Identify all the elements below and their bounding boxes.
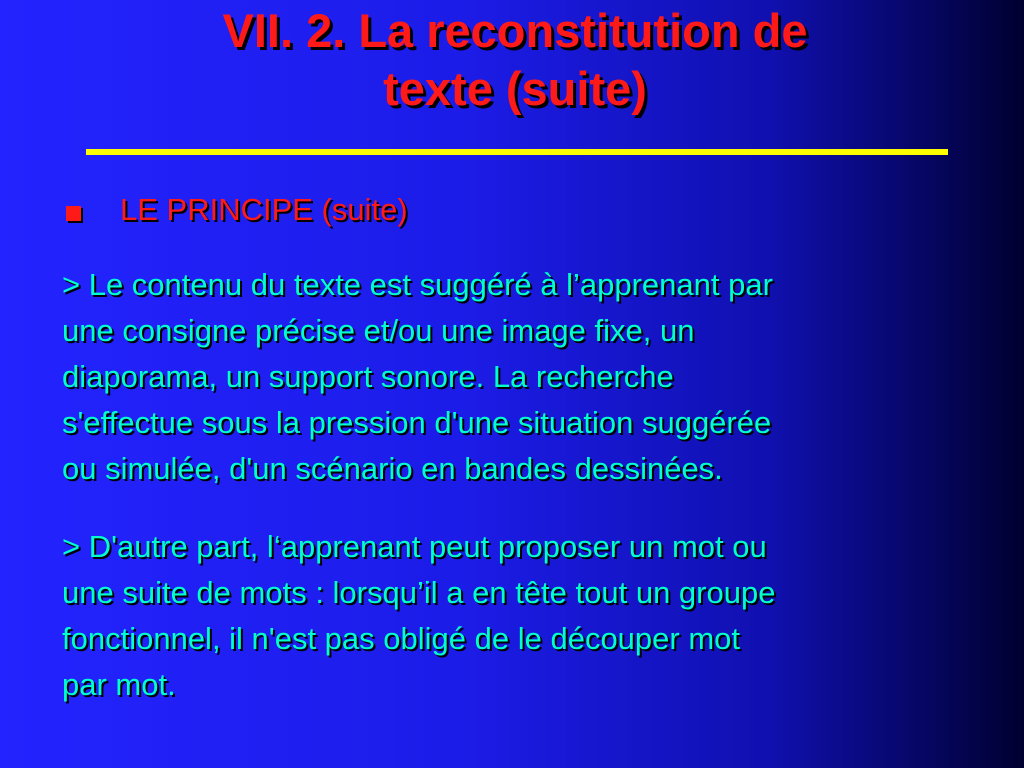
paragraph-2	[62, 524, 1007, 708]
paragraph-line: une suite de mots : lorsqu’il a en tête tout un groupe	[62, 575, 776, 610]
slide-title-line-2: texte (suite)	[383, 62, 647, 115]
title-divider	[86, 149, 948, 155]
bullet-heading	[66, 190, 408, 230]
paragraph-line: s'effectue sous la pression d'une situation suggérée	[62, 405, 772, 440]
paragraph-line: une consigne précise et/ou une image fixe, un	[62, 313, 695, 348]
paragraph-line: par mot.	[62, 667, 176, 702]
slide-title-line-1: VII. 2. La reconstitution de	[222, 4, 808, 57]
paragraph-line: > Le contenu du texte est suggéré à l’apprenant par	[62, 267, 773, 302]
paragraph-line: > D'autre part, l‘apprenant peut proposer un mot ou	[62, 529, 767, 564]
bullet-heading-text: LE PRINCIPE (suite)	[120, 192, 408, 227]
square-bullet-icon	[66, 206, 81, 221]
paragraph-line: ou simulée, d'un scénario en bandes dessinées.	[62, 451, 723, 486]
slide-title	[0, 2, 1024, 118]
paragraph-line: fonctionnel, il n'est pas obligé de le découper mot	[62, 621, 741, 656]
paragraph-1	[62, 262, 1007, 492]
paragraph-line: diaporama, un support sonore. La recherche	[62, 359, 674, 394]
